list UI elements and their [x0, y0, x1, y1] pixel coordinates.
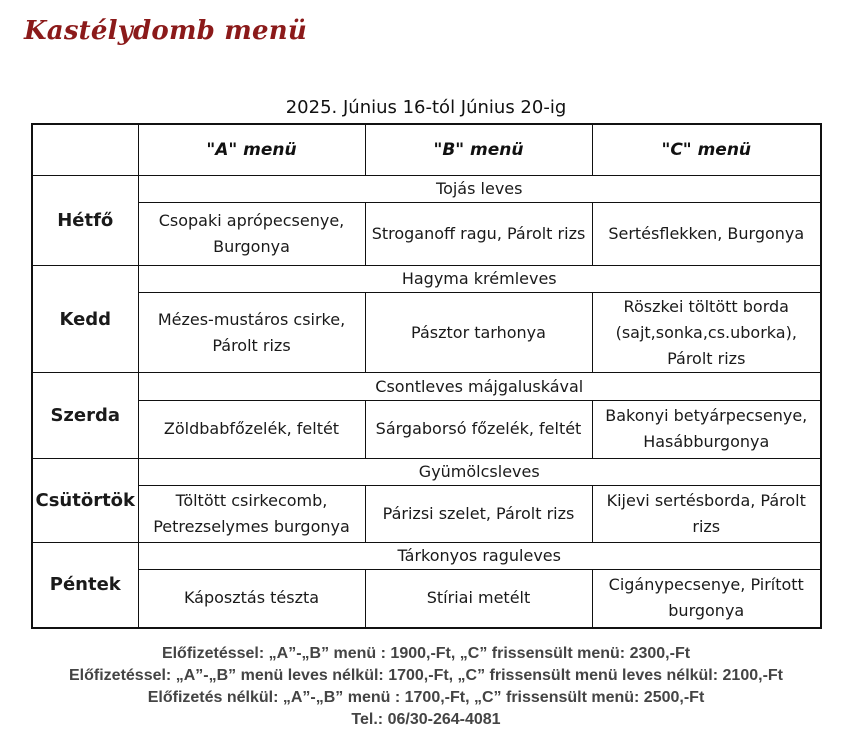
day-label: Csütörtök [32, 459, 138, 543]
phone-number: Tel.: 06/30-264-4081 [351, 711, 501, 728]
soup-cell: Hagyma krémleves [138, 265, 821, 292]
corner-cell [32, 124, 138, 176]
date-range: 2025. Június 16-tól Június 20-ig [285, 97, 567, 118]
dish-b: Stíriai metélt [365, 569, 592, 628]
header-row [32, 124, 821, 176]
dish-a: Káposztás tészta [138, 569, 365, 628]
day-label: Kedd [32, 265, 138, 373]
dish-c: Sertésflekken, Burgonya [592, 203, 821, 265]
dish-a: Csopaki aprópecsenye, Burgonya [138, 203, 365, 265]
dish-c: Röszkei töltött borda (sajt,sonka,cs.uborka), Párolt rizs [592, 292, 821, 373]
dish-a: Mézes-mustáros csirke, Párolt rizs [138, 292, 365, 373]
dish-row [32, 569, 821, 628]
day-label: Hétfő [32, 176, 138, 266]
dish-c: Kijevi sertésborda, Párolt rizs [592, 486, 821, 542]
menu-table [31, 123, 822, 629]
dish-b: Sárgaborsó főzelék, feltét [365, 400, 592, 458]
dish-row [32, 486, 821, 542]
dish-row [32, 292, 821, 373]
price-line: Előfizetéssel: „A”-„B” menü : 1900,-Ft, „C” frissensült menü: 2300,-Ft [161, 645, 691, 662]
price-line: Előfizetéssel: „A”-„B” menü leves nélkül: 1700,-Ft, „C” frissensült menü leves nélkül: 2100,-Ft [69, 667, 783, 684]
soup-cell: Tárkonyos raguleves [138, 542, 821, 569]
day-label: Szerda [32, 373, 138, 459]
dish-row [32, 203, 821, 265]
dish-row [32, 400, 821, 458]
soup-row [32, 373, 821, 400]
soup-cell: Gyümölcsleves [138, 459, 821, 486]
column-header-b: "B" menü [365, 124, 592, 176]
dish-b: Pásztor tarhonya [365, 292, 592, 373]
page-title: Kastélydomb menü [24, 16, 307, 46]
day-label: Péntek [32, 542, 138, 628]
column-header-a: "A" menü [138, 124, 365, 176]
soup-row [32, 176, 821, 203]
soup-cell: Tojás leves [138, 176, 821, 203]
dish-c: Cigánypecsenye, Pirított burgonya [592, 569, 821, 628]
dish-b: Stroganoff ragu, Párolt rizs [365, 203, 592, 265]
price-line: Előfizetés nélkül: „A”-„B” menü : 1700,-Ft, „C” frissensült menü: 2500,-Ft [147, 689, 705, 706]
dish-c: Bakonyi betyárpecsenye, Hasábburgonya [592, 400, 821, 458]
column-header-c: "C" menü [592, 124, 821, 176]
dish-b: Párizsi szelet, Párolt rizs [365, 486, 592, 542]
soup-row [32, 265, 821, 292]
soup-cell: Csontleves májgaluskával [138, 373, 821, 400]
dish-a: Töltött csirkecomb, Petrezselymes burgonya [138, 486, 365, 542]
dish-a: Zöldbabfőzelék, feltét [138, 400, 365, 458]
soup-row [32, 542, 821, 569]
price-footer [0, 643, 852, 731]
soup-row [32, 459, 821, 486]
